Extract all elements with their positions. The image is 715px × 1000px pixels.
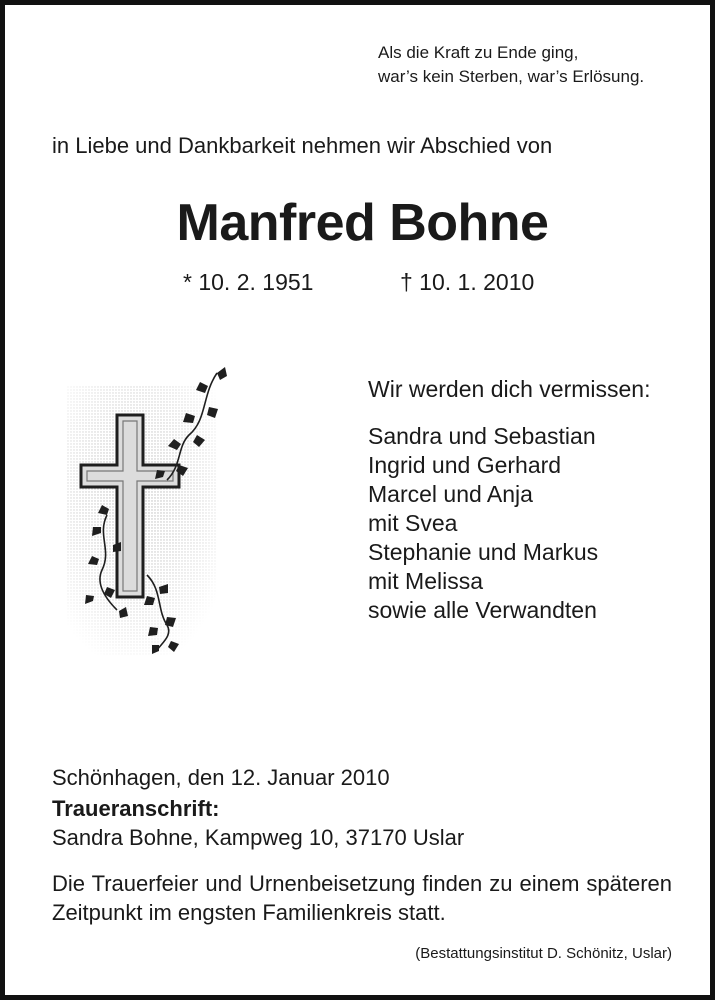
death-date: † 10. 1. 2010 [400,269,535,295]
funeral-notice: Die Trauerfeier und Urnenbeisetzung finden zu einem späteren Zeitpunkt im engsten Familienkreis statt. [52,871,672,925]
deceased-name: Manfred Bohne [176,194,549,252]
motto-quote [378,41,644,89]
cross-with-ivy-icon [67,365,237,655]
list-item: sowie alle Verwandten [368,597,597,623]
mourners-heading: Wir werden dich vermissen: [368,376,651,402]
list-item: Marcel und Anja [368,481,533,507]
list-item: Ingrid und Gerhard [368,452,562,478]
motto-line-2: war’s kein Sterben, war’s Erlösung. [378,67,645,86]
list-item: mit Melissa [368,568,484,594]
undertaker-credit: (Bestattungsinstitut D. Schönitz, Uslar) [415,945,672,962]
mourners-list [368,422,598,625]
list-item: mit Svea [368,510,458,536]
list-item: Stephanie und Markus [368,539,599,565]
intro-text: in Liebe und Dankbarkeit nehmen wir Abschied von [52,133,553,158]
cross-illustration [67,365,237,655]
birth-date: * 10. 2. 1951 [183,269,314,295]
list-item: Sandra und Sebastian [368,423,596,449]
place-and-date: Schönhagen, den 12. Januar 2010 [52,765,390,790]
address-label: Traueranschrift: [52,796,220,821]
motto-line-1: Als die Kraft zu Ende ging, [378,43,579,62]
mourning-address: Sandra Bohne, Kampweg 10, 37170 Uslar [52,825,465,850]
